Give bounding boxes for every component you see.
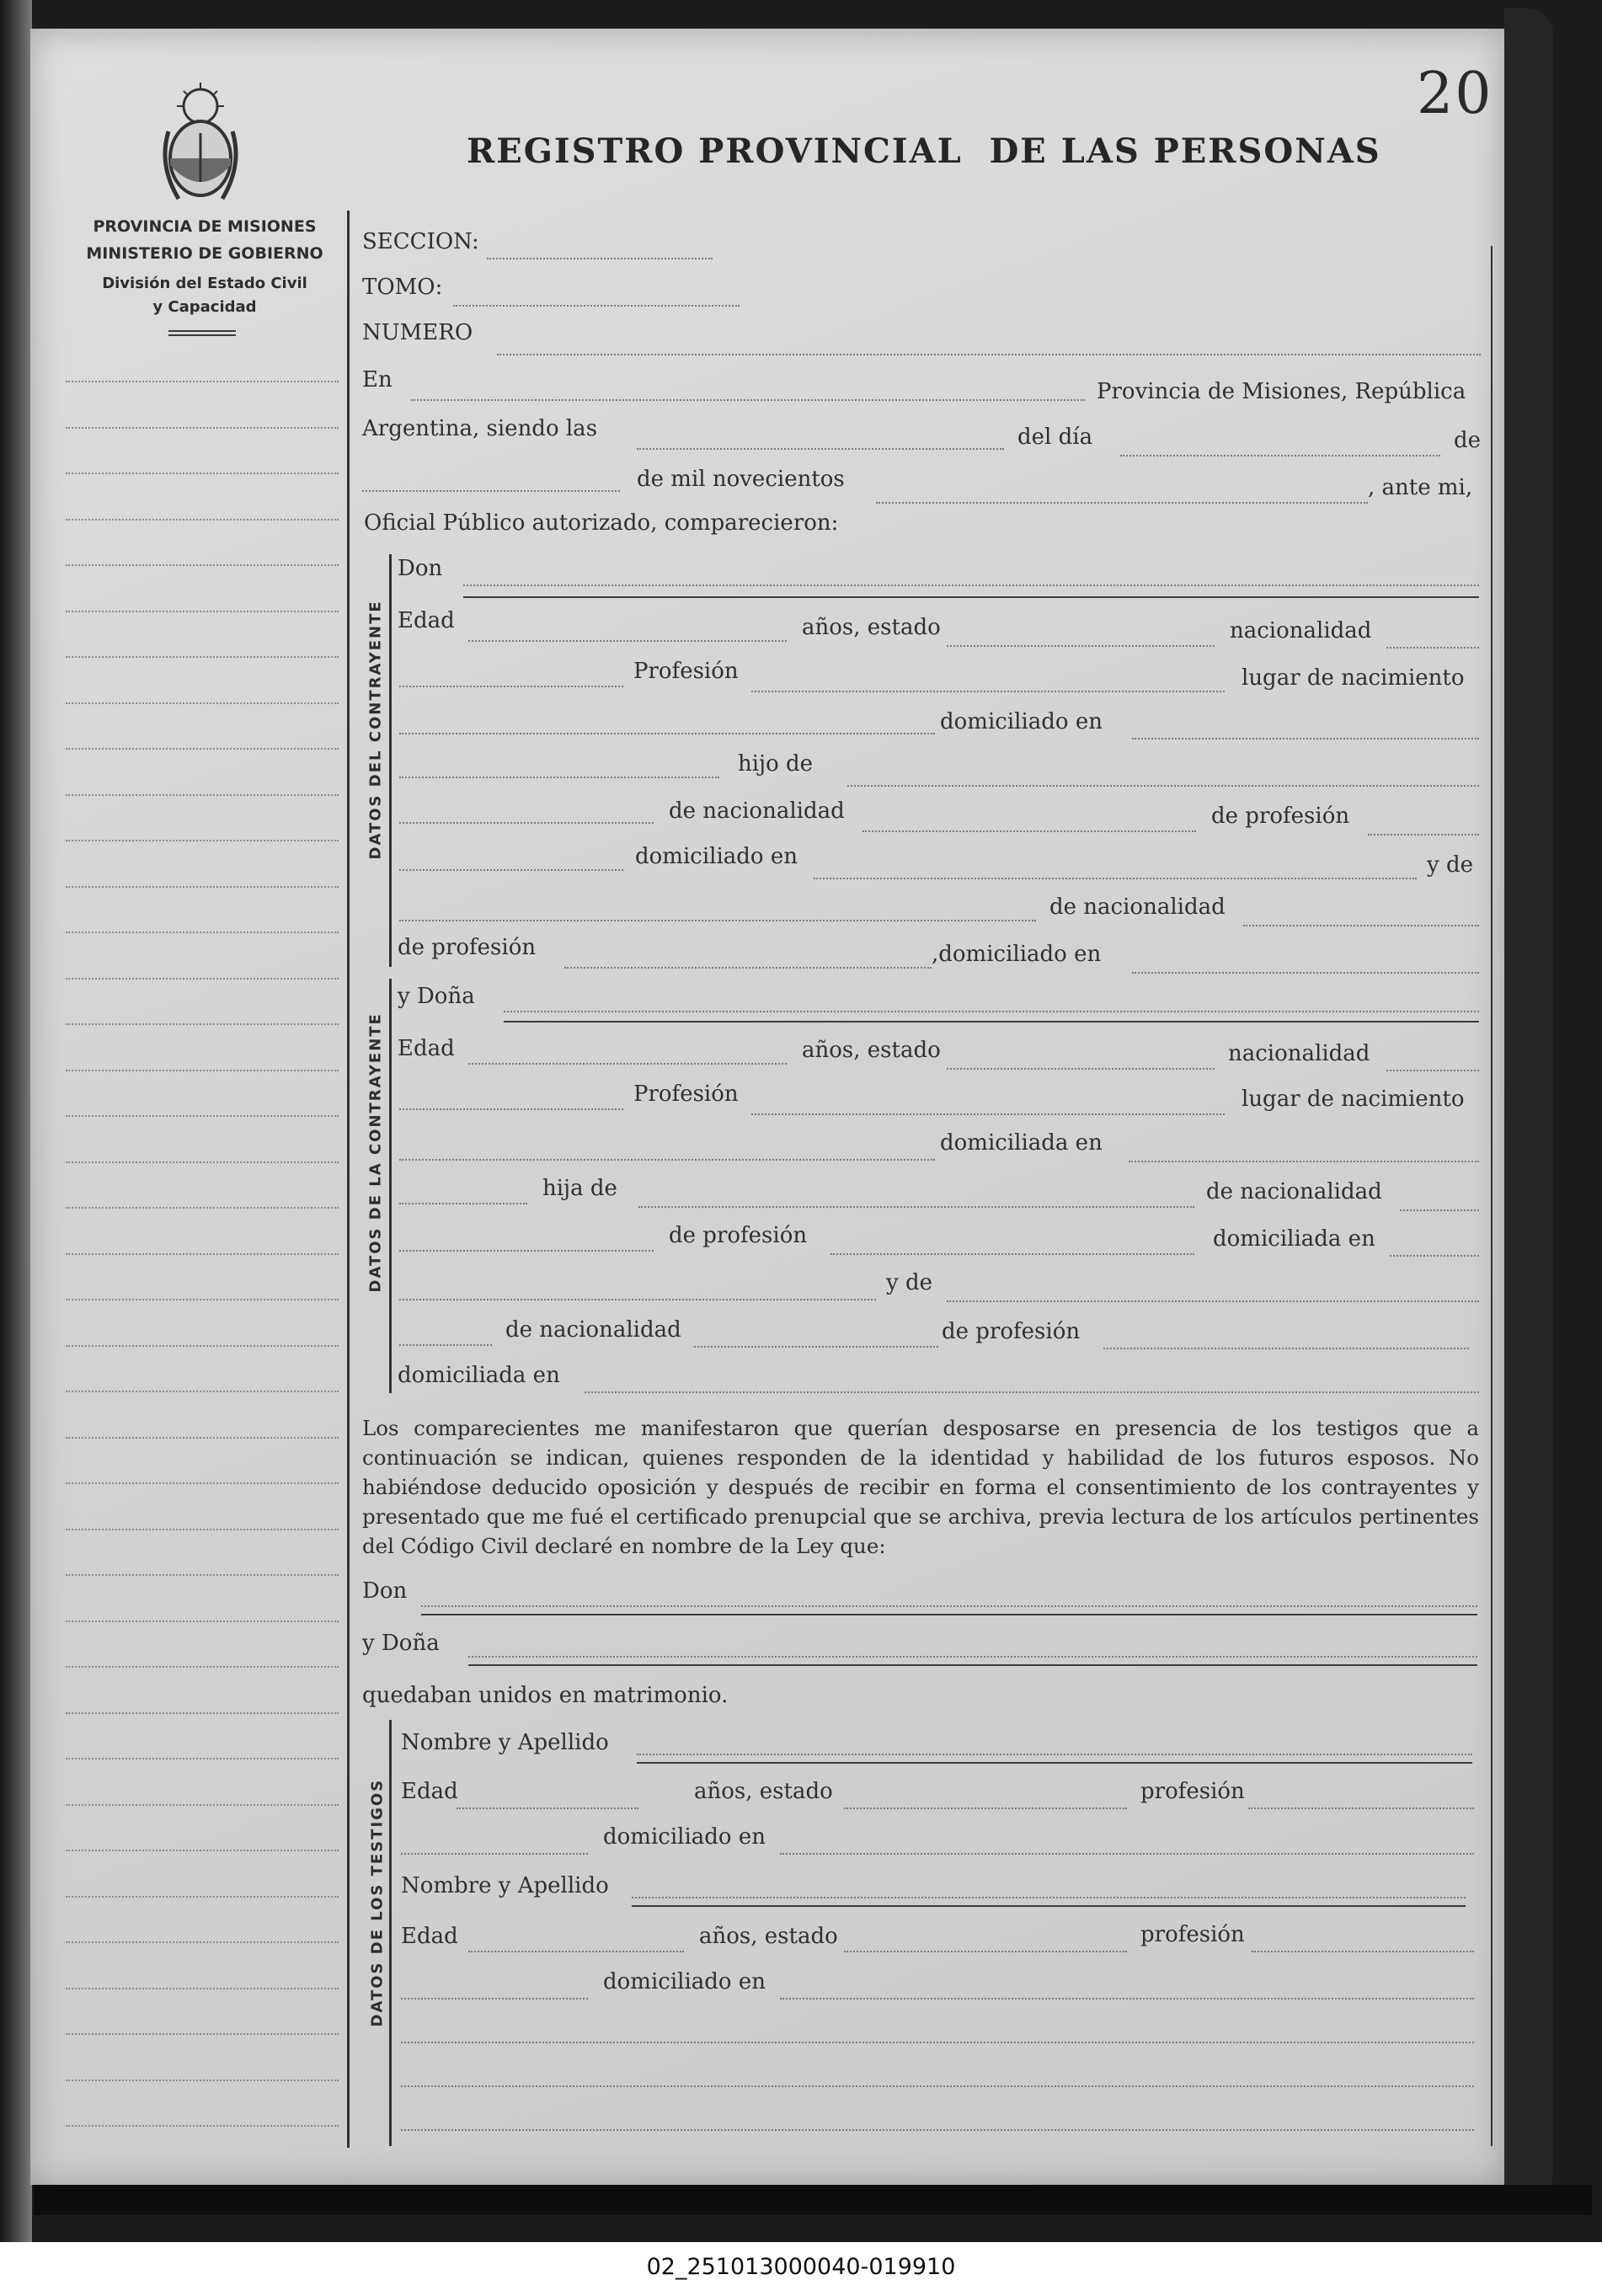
madre-f-nacionalidad-field[interactable] [694,1346,938,1348]
margin-note-line[interactable] [66,381,339,382]
testigo1-profesion-field[interactable] [1248,1807,1474,1809]
margin-note-line[interactable] [66,1666,339,1668]
division-label-line2: y Capacidad [152,298,257,316]
seccion-field[interactable] [487,258,713,259]
profesion-label: Profesión [633,659,739,684]
nacionalidad-field[interactable] [1386,647,1479,649]
page-bottom-edge [34,2185,1592,2215]
padre-profesion-cont-field[interactable] [399,869,623,871]
margin-note-line[interactable] [66,1115,339,1117]
testigo1-edad-label: Edad [401,1779,458,1804]
testigo2-nombre-underline [632,1905,1466,1907]
margin-note-line[interactable] [66,1896,339,1898]
testigo1-nombre-label: Nombre y Apellido [401,1730,609,1755]
margin-note-line[interactable] [66,1941,339,1943]
margin-note-line[interactable] [66,1804,339,1806]
argentina-siendo-label: Argentina, siendo las [362,416,598,441]
dona-name-field[interactable] [504,1011,1479,1012]
testigo2-nombre-label: Nombre y Apellido [401,1873,609,1898]
margin-note-line[interactable] [66,1161,339,1163]
y-de-f-label: y de [886,1270,932,1295]
testigo1-edad-field[interactable] [457,1807,638,1809]
hijo-pre-field[interactable] [399,777,719,778]
testigo2-profesion-field[interactable] [1252,1951,1474,1952]
domicilio-field[interactable] [1132,738,1479,740]
book-cover-edge [1504,8,1553,2198]
margin-note-line[interactable] [66,1482,339,1484]
madre-f-field[interactable] [947,1300,1479,1302]
padre-f-cont-field[interactable] [399,1250,654,1252]
division-label-line1: División del Estado Civil [102,275,307,292]
margin-note-line[interactable] [66,2080,339,2081]
padre-f-domicilio-field[interactable] [1390,1255,1479,1257]
testigo2-edad-label: Edad [401,1924,458,1949]
tomo-field[interactable] [453,305,740,307]
de-profesion-2-label: de profesión [398,935,537,960]
margin-note-line[interactable] [66,1758,339,1759]
del-dia-label: del día [1017,424,1093,450]
testigos-extra-line-3[interactable] [401,2129,1474,2131]
pre-profesion-f-field[interactable] [399,1108,623,1110]
tomo-label: TOMO: [362,275,443,300]
ante-mi-label: , ante mi, [1368,475,1473,500]
right-form-border [1491,246,1493,2146]
domiciliado-en-3-label: ,domiciliado en [932,942,1102,967]
de-profesion-label: de profesión [1211,804,1350,829]
de-profesion-2-f-label: de profesión [942,1319,1081,1344]
margin-note-line[interactable] [66,794,339,796]
numero-field[interactable] [497,354,1481,355]
testigo1-profesion-label: profesión [1140,1779,1245,1804]
margin-note-line[interactable] [66,1437,339,1439]
testigo2-pre-domicilio-field[interactable] [401,1998,588,2000]
union-dona-underline [468,1664,1477,1666]
padre-domicilio-field[interactable] [814,878,1417,879]
contrayenta-bracket [389,979,392,1393]
testigo1-domicilio-field[interactable] [780,1853,1474,1855]
lugar-nacimiento-label: lugar de nacimiento [1242,665,1465,691]
margin-note-line[interactable] [66,702,339,704]
margin-note-line[interactable] [66,1070,339,1071]
register-title: REGISTRO PROVINCIAL DE LAS PERSONAS [467,131,1381,171]
union-dona-label: y Doña [362,1631,440,1656]
contrayente-bracket [389,554,392,967]
union-don-underline [421,1614,1477,1615]
testigo2-profesion-label: profesión [1140,1922,1245,1947]
margin-note-line[interactable] [66,564,339,566]
de-nacionalidad-f-label: de nacionalidad [1206,1179,1382,1204]
padre-cont-field[interactable] [399,822,654,824]
padre-profesion-field[interactable] [1368,834,1479,836]
de-profesion-f-label: de profesión [669,1223,808,1248]
contrayenta-side-label: DATOS DE LA CONTRAYENTE [366,1012,385,1293]
quedaban-label: quedaban unidos en matrimonio. [362,1683,729,1708]
edad-field[interactable] [468,640,787,642]
don-name-field[interactable] [463,585,1479,586]
estado-f-field[interactable] [947,1068,1215,1070]
padre-f-nacionalidad-field[interactable] [1400,1209,1479,1211]
margin-note-line[interactable] [66,840,339,841]
lugar-nacimiento-f-field[interactable] [399,1159,935,1161]
en-label: En [362,367,392,392]
madre-domicilio-field[interactable] [1132,972,1479,974]
padre-f-profesion-field[interactable] [830,1253,1194,1255]
hijo-de-label: hijo de [738,751,814,777]
margin-note-line[interactable] [66,1712,339,1714]
numero-label: NUMERO [362,320,473,345]
testigo2-estado-field[interactable] [844,1951,1127,1952]
padre-f-domicilio-cont-field[interactable] [399,1299,876,1300]
don-name-underline [463,596,1479,598]
mes-field[interactable] [362,490,620,492]
dia-field[interactable] [1120,455,1440,457]
testigo1-pre-domicilio-field[interactable] [401,1853,588,1855]
left-column-divider [347,211,350,2148]
testigo1-nombre-underline [637,1762,1472,1764]
madre-f-profesion-field[interactable] [1103,1348,1469,1349]
lugar-nacimiento-field[interactable] [399,733,935,734]
testigos-bracket [389,1720,392,2146]
statement-paragraph: Los comparecientes me manifestaron que querían desposarse en presencia de los testigos que a continuación se indican, quienes responden de la identidad y habilidad de los futuros esposos. No habiéndose deducido oposición y después de recibir en forma el consentimiento de los contrayentes y presentado que me fué el certificado prenupcial que se archiva, previa lectura de los artículos pertinentes del Código Civil declaré en nombre de la Ley que: [362,1416,1479,1558]
testigo1-estado-field[interactable] [844,1807,1127,1809]
margin-note-line[interactable] [66,1529,339,1530]
madre-field[interactable] [399,920,1036,921]
testigo2-nombre-field[interactable] [632,1897,1466,1898]
seccion-label: SECCION: [362,229,479,254]
domiciliado-en-2-label: domiciliado en [635,844,798,869]
margin-note-line[interactable] [66,611,339,612]
contrayente-side-label: DATOS DEL CONTRAYENTE [366,600,385,860]
margin-note-line[interactable] [66,1299,339,1300]
anos-estado-label: años, estado [802,615,941,640]
margin-note-line[interactable] [66,2125,339,2127]
union-don-field[interactable] [421,1605,1477,1607]
ministry-label: MINISTERIO DE GOBIERNO [86,244,323,263]
domicilio-f-field[interactable] [1129,1161,1479,1162]
union-dona-field[interactable] [468,1656,1477,1658]
margin-note-line[interactable] [66,1207,339,1209]
anio-field[interactable] [876,502,1368,504]
testigos-extra-line-1[interactable] [401,2042,1474,2043]
margin-note-line[interactable] [66,473,339,474]
hija-pre-field[interactable] [399,1203,527,1204]
margin-note-line[interactable] [66,1850,339,1851]
provincia-republica-label: Provincia de Misiones, República [1097,379,1466,404]
padre-f-field[interactable] [638,1206,1194,1208]
edad-f-label: Edad [398,1036,455,1061]
estado-field[interactable] [947,645,1215,647]
margin-note-line[interactable] [66,1621,339,1622]
padre-nacionalidad-field[interactable] [862,830,1196,832]
domiciliada-en-label: domiciliada en [940,1130,1103,1156]
nacionalidad-f-label: nacionalidad [1228,1041,1370,1066]
profesion-f-field[interactable] [751,1113,1225,1115]
margin-note-line[interactable] [66,886,339,888]
edad-f-field[interactable] [468,1063,787,1065]
de-nacionalidad-2-label: de nacionalidad [1049,894,1226,920]
profesion-field[interactable] [751,691,1225,692]
division-underline [168,330,236,332]
oficial-label: Oficial Público autorizado, comparecieron: [364,510,839,536]
domiciliado-en-label: domiciliado en [940,709,1103,734]
madre-nacionalidad-field[interactable] [1243,925,1479,926]
domiciliada-en-3-label: domiciliada en [398,1363,560,1388]
pre-profesion-field[interactable] [399,686,623,687]
madre-f-cont-field[interactable] [399,1344,492,1346]
don-label: Don [398,556,443,581]
margin-note-line[interactable] [66,427,339,429]
padre-field[interactable] [847,785,1479,787]
margin-note-line[interactable] [66,748,339,750]
en-field[interactable] [411,399,1085,401]
testigo2-domiciliado-label: domiciliado en [603,1969,766,1994]
book-binding [0,0,32,2242]
union-don-label: Don [362,1578,408,1604]
margin-note-line[interactable] [66,1391,339,1392]
margin-note-line[interactable] [66,1574,339,1576]
footer-document-id: 02_251013000040-019910 [646,2254,956,2280]
margin-note-line[interactable] [66,2033,339,2035]
testigo1-nombre-field[interactable] [637,1754,1472,1755]
nacionalidad-f-field[interactable] [1386,1070,1479,1071]
anos-estado-f-label: años, estado [802,1038,941,1063]
de-nacionalidad-2-f-label: de nacionalidad [505,1317,681,1343]
edad-label: Edad [398,608,455,633]
division-underline-2 [168,334,236,336]
y-de-label: y de [1427,852,1473,878]
testigo1-anos-estado-label: años, estado [694,1779,833,1804]
profesion-f-label: Profesión [633,1081,739,1107]
testigo1-domiciliado-label: domiciliado en [603,1824,766,1850]
de-nacionalidad-label: de nacionalidad [669,798,845,824]
margin-note-line[interactable] [66,978,339,980]
hija-de-label: hija de [542,1176,617,1201]
domiciliada-en-2-label: domiciliada en [1213,1226,1375,1252]
margin-note-line[interactable] [66,1345,339,1347]
madre-f-domicilio-field[interactable] [585,1391,1479,1393]
page-number: 20 [1417,61,1493,127]
de-label: de [1454,428,1482,453]
margin-note-line[interactable] [66,932,339,933]
coat-of-arms-emblem [153,81,248,207]
margin-note-line[interactable] [66,1023,339,1025]
margin-note-line[interactable] [66,1988,339,1989]
testigo2-domicilio-field[interactable] [780,1998,1474,2000]
testigo2-anos-estado-label: años, estado [699,1924,838,1949]
testigos-extra-line-2[interactable] [401,2085,1474,2087]
hora-field[interactable] [637,448,1004,450]
margin-note-line[interactable] [66,519,339,521]
nacionalidad-label: nacionalidad [1230,618,1372,643]
margin-note-line[interactable] [66,1253,339,1255]
province-label: PROVINCIA DE MISIONES [93,217,317,236]
dona-name-underline [504,1021,1479,1023]
y-dona-label: y Doña [398,984,475,1009]
lugar-nacimiento-f-label: lugar de nacimiento [1242,1087,1465,1112]
mil-novecientos-label: de mil novecientos [637,467,845,492]
madre-profesion-field[interactable] [564,967,932,969]
testigo2-edad-field[interactable] [468,1951,684,1952]
margin-note-line[interactable] [66,656,339,658]
testigos-side-label: DATOS DE LOS TESTIGOS [368,1778,387,2027]
